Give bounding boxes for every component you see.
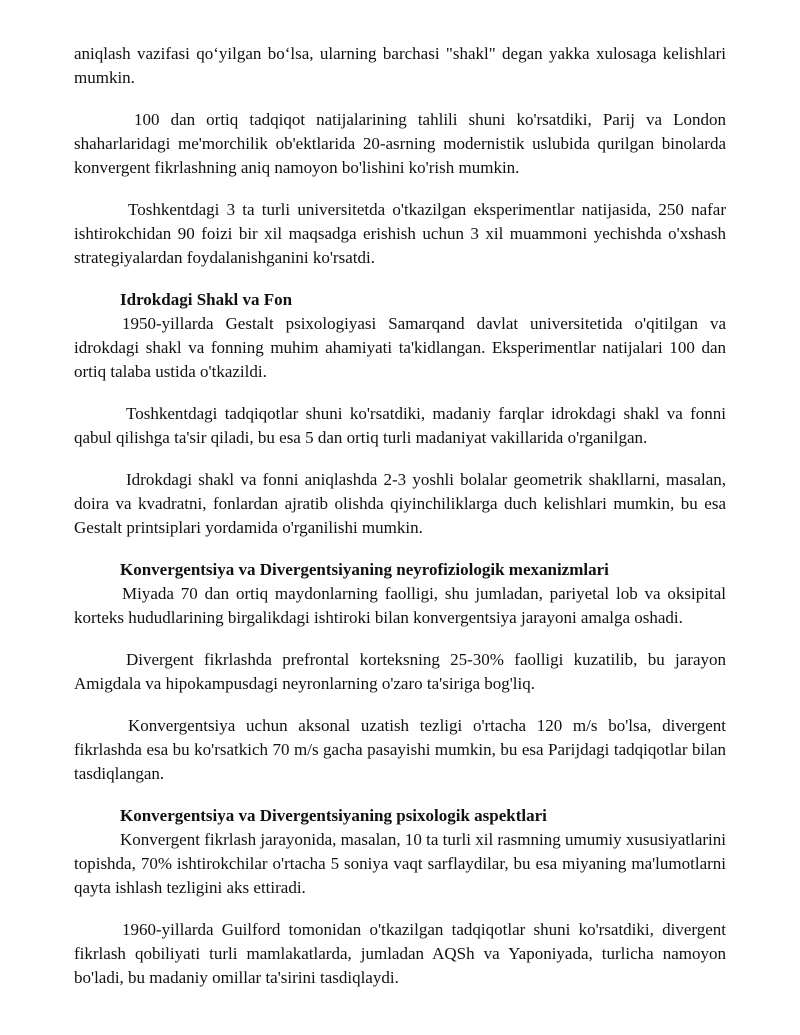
paragraph-6: Idrokdagi shakl va fonni aniqlashda 2-3 yoshli bolalar geometrik shakllarni, masalan, doira va kvadratni, fonlardan ajratib olishda qiyinchiliklarga duch kelishlari mumkin, bu esa Gestalt printsiplari yordamida o'rganilishi mumkin. — [74, 470, 726, 537]
paragraph-11: 1960-yillarda Guilford tomonidan o'tkazilgan tadqiqotlar shuni ko'rsatdiki, divergent fikrlash qobiliyati turli mamlakatlarda, jumladan AQSh va Yaponiyada, turlicha namoyon bo'ladi, bu madaniy omillar ta'sirini tasdiqlaydi. — [74, 920, 726, 987]
section-heading-neurophysiology: Konvergentsiya va Divergentsiyaning neyrofiziologik mexanizmlari — [120, 560, 609, 579]
paragraph-3: Toshkentdagi 3 ta turli universitetda o'tkazilgan eksperimentlar natijasida, 250 nafar ishtirokchidan 90 foizi bir xil maqsadga erishish uchun 3 xil muammoni yechishda o'xshash strategiyalardan foydalanishganini ko'rsatdi. — [74, 200, 726, 267]
paragraph-9: Konvergentsiya uchun aksonal uzatish tezligi o'rtacha 120 m/s bo'lsa, divergent fikrlashda esa bu ko'rsatkich 70 m/s gacha pasayishi mumkin, bu esa Parijdagi tadqiqotlar bilan tasdiqlangan. — [74, 716, 726, 783]
paragraph-5: Toshkentdagi tadqiqotlar shuni ko'rsatdiki, madaniy farqlar idrokdagi shakl va fonni qabul qilishga ta'sir qiladi, bu esa 5 dan ortiq turli madaniyat vakillarida o'rganilgan. — [74, 404, 726, 447]
paragraph-1: aniqlash vazifasi qo‘yilgan bo‘lsa, ularning barchasi "shakl" degan yakka xulosaga kelishlari mumkin. — [74, 44, 726, 87]
paragraph-4: 1950-yillarda Gestalt psixologiyasi Samarqand davlat universitetida o'qitilgan va idrokdagi shakl va fonning muhim ahamiyati ta'kidlangan. Eksperimentlar natijalari 100 dan ortiq talaba ustida o'tkazildi. — [74, 314, 726, 381]
document-page — [74, 42, 726, 990]
paragraph-7: Miyada 70 dan ortiq maydonlarning faolligi, shu jumladan, pariyetal lob va oksipital korteks hududlarining birgalikdagi ishtiroki bilan konvergentsiya jarayoni amalga oshadi. — [74, 584, 726, 627]
paragraph-8: Divergent fikrlashda prefrontal korteksning 25-30% faolligi kuzatilib, bu jarayon Amigdala va hipokampusdagi neyronlarning o'zaro ta'siriga bog'liq. — [74, 650, 726, 693]
paragraph-10: Konvergent fikrlash jarayonida, masalan, 10 ta turli xil rasmning umumiy xususiyatlarini topishda, 70% ishtirokchilar o'rtacha 5 soniya vaqt sarflaydilar, bu esa miyaning ma'lumotlarni qayta ishlash tezligini aks ettiradi. — [74, 830, 726, 897]
paragraph-2: 100 dan ortiq tadqiqot natijalarining tahlili shuni ko'rsatdiki, Parij va London shaharlaridagi me'morchilik ob'ektlarida 20-asrning modernistik uslubida qurilgan binolarda konvergent fikrlashning aniq namoyon bo'lishini ko'rish mumkin. — [74, 110, 726, 177]
section-heading-figure-ground: Idrokdagi Shakl va Fon — [120, 290, 293, 309]
section-heading-psychology: Konvergentsiya va Divergentsiyaning psixologik aspektlari — [120, 806, 547, 825]
